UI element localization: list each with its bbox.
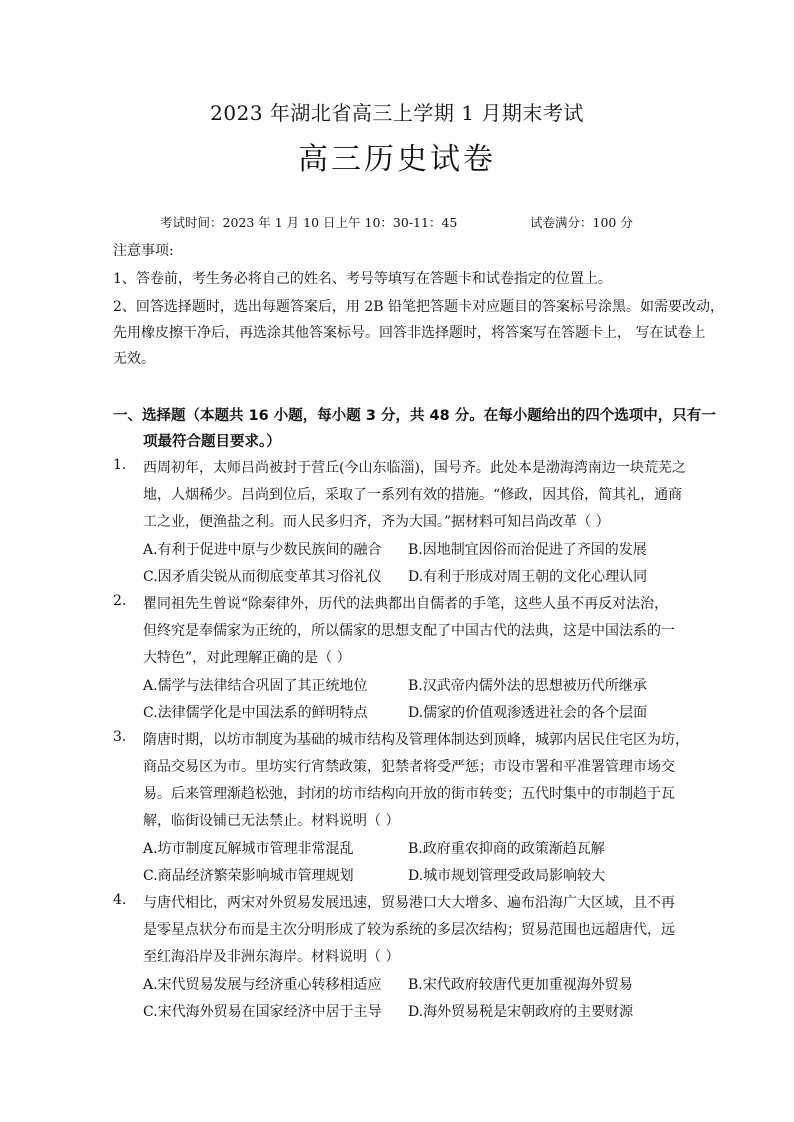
- notes-line: 1、答卷前，考生务必将自己的姓名、考号等填写在答题卡和试卷指定的位置上。: [113, 271, 612, 287]
- question-text: 易。后来管理渐趋松弛，封闭的坊市结构向开放的街市转变；五代时集中的市制趋于瓦: [143, 786, 675, 802]
- option-a: A.有利于促进中原与少数民族间的融合: [143, 542, 382, 558]
- question-text: 与唐代相比，两宋对外贸易发展迅速，贸易港口大大增多、遍布沿海广大区域，且不再: [143, 895, 675, 911]
- option-c: C.因矛盾尖锐从而彻底变革其习俗礼仪: [143, 569, 382, 585]
- question-text: 但终究是奉儒家为正统的，所以儒家的思想支配了中国古代的法典，这是中国法系的一: [143, 623, 675, 639]
- section-heading: 一、选择题（本题共 16 小题，每小题 3 分，共 48 分。在每小题给出的四个选项中，只有一: [113, 408, 716, 424]
- question-text: 解，临街设铺已无法禁止。材料说明（ ）: [143, 813, 400, 829]
- question-number: 1.: [113, 457, 127, 473]
- exam-time: 考试时间：2023 年 1 月 10 日上午 10：30-11：45: [160, 215, 458, 230]
- option-c: C.宋代海外贸易在国家经济中居于主导: [143, 1004, 382, 1020]
- option-b: B.因地制宜因俗而治促进了齐国的发展: [408, 542, 647, 558]
- option-a: A.坊市制度瓦解城市管理非常混乱: [143, 841, 354, 857]
- question-text: 隋唐时期，以坊市制度为基础的城市结构及管理体制达到顶峰，城郭内居民住宅区为坊，: [143, 732, 689, 748]
- notes-line: 无效。: [113, 351, 155, 367]
- question-text: 西周初年，太师吕尚被封于营丘(今山东临淄)，国号齐。此处本是渤海湾南边一块荒芜之: [143, 460, 686, 476]
- question-text: 大特色”，对此理解正确的是（ ）: [143, 650, 351, 666]
- option-b: B.宋代政府较唐代更加重视海外贸易: [408, 977, 633, 993]
- question-number: 3.: [113, 729, 127, 745]
- option-c: C.法律儒学化是中国法系的鲜明特点: [143, 705, 368, 721]
- question-text: 地，人烟稀少。吕尚到位后，采取了一系列有效的措施。“修政，因其俗，简其礼，通商: [143, 487, 683, 503]
- option-d: D.城市规划管理受政局影响较大: [408, 868, 606, 884]
- exam-subject-title: 高三历史试卷: [298, 142, 496, 177]
- question-number: 2.: [113, 593, 127, 609]
- exam-title: 2023 年湖北省高三上学期 1 月期末考试: [210, 101, 584, 125]
- option-d: D.儒家的价值观渗透进社会的各个层面: [408, 705, 648, 721]
- section-heading-cont: 项最符合题目要求。）: [143, 434, 281, 450]
- option-d: D.海外贸易税是宋朝政府的主要财源: [408, 1004, 634, 1020]
- full-score: 试卷满分：100 分: [530, 215, 633, 230]
- option-c: C.商品经济繁荣影响城市管理规划: [143, 868, 354, 884]
- option-a: A.儒学与法律结合巩固了其正统地位: [143, 678, 368, 694]
- option-b: B.汉武帝内儒外法的思想被历代所继承: [408, 678, 647, 694]
- notes-line: 2、回答选择题时，选出每题答案后，用 2B 铅笔把答题卡对应题目的答案标号涂黑。如需要改动，: [113, 299, 725, 315]
- option-a: A.宋代贸易发展与经济重心转移相适应: [143, 977, 382, 993]
- option-d: D.有利于形成对周王朝的文化心理认同: [408, 569, 648, 585]
- notes-line: 先用橡皮擦干净后，再选涂其他答案标号。回答非选择题时，将答案写在答题卡上， 写在试卷上: [113, 325, 706, 341]
- question-text: 工之业，便渔盐之利。而人民多归齐，齐为大国。”据材料可知吕尚改革（ ）: [143, 514, 610, 530]
- question-text: 至红海沿岸及非洲东海岸。材料说明（ ）: [143, 949, 400, 965]
- question-text: 是零星点状分布而是主次分明形成了较为系统的多层次结构；贸易范围也远超唐代，远: [143, 922, 675, 938]
- question-text: 商品交易区为市。里坊实行宵禁政策，犯禁者将受严惩；市设市署和平准署管理市场交: [143, 759, 675, 775]
- question-number: 4.: [113, 892, 127, 908]
- notes-heading: 注意事项:: [113, 243, 174, 259]
- question-text: 瞿同祖先生曾说“除秦律外，历代的法典都出自儒者的手笔，这些人虽不再反对法治，: [143, 596, 669, 612]
- option-b: B.政府重农抑商的政策渐趋瓦解: [408, 841, 605, 857]
